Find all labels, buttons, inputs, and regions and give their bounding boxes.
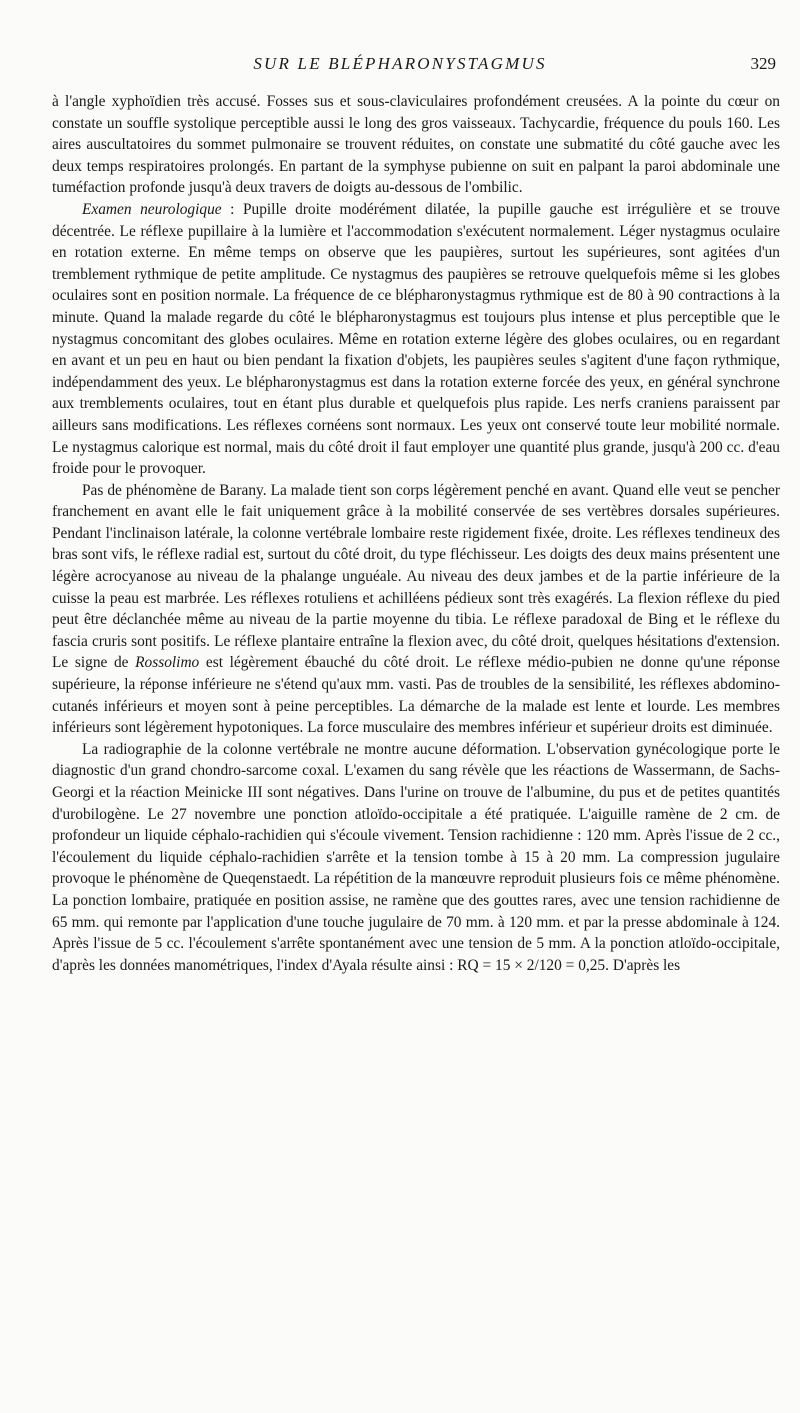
running-title: SUR LE BLÉPHARONYSTAGMUS (253, 54, 547, 73)
page-header (0, 54, 800, 80)
paragraph-3-text: Pas de phénomène de Barany. La malade tient son corps légèrement penché en avant. Quand elle veut se pencher franchement en avant elle le fait uniquement grâce à la mobilité conservée de ses vertèbres dorsales supérieures. Pendant l'inclinaison latérale, la colonne vertébrale lombaire reste rigidement fixée, droite. Les réflexes tendineux des bras sont vifs, le réflexe radial est, surtout du côté droit, du type fléchisseur. Les doigts des deux mains présentent une légère acrocyanose au niveau de la phalange unguéale. Au niveau des deux jambes et de la partie inférieure de la cuisse la peau est marbrée. Les réflexes rotuliens et achilléens pédieux sont très exagérés. La flexion réflexe du pied peut être déclanchée même au niveau de la partie moyenne du tibia. Le réflexe paradoxal de Bing et le réflexe du fascia cruris sont positifs. Le réflexe plantaire entraîne la flexion avec, du côté droit, quelques hésitations d'extension. Le signe de (52, 481, 780, 672)
page-body (52, 91, 780, 976)
paragraph-3-tail: est légèrement ébauché du côté droit. Le réflexe médio-pubien ne donne qu'une réponse supérieure, la réponse inférieure ne s'étend qu'aux mm. vasti. Pas de troubles de la sensibilité, les réflexes abdomino-cutanés inférieurs et moyen sont à peine perceptibles. La démarche de la malade est lente et lourde. Les membres inférieurs sont légèrement hypotoniques. La force musculaire des membres inférieur et supérieur droits est diminuée. (52, 654, 780, 737)
paragraph-1 (52, 91, 780, 199)
section-lead-examen-neurologique: Examen neurologique (82, 200, 222, 218)
paragraph-2-text: : Pupille droite modérément dilatée, la pupille gauche est irrégulière et se trouve décentrée. Le réflexe pupillaire à la lumière et l'accommodation s'exécutent normalement. Léger nystagmus oculaire en rotation externe. En même temps on observe que les paupières, surtout les supérieures, sont agitées d'un tremblement rythmique de petite amplitude. Ce nystagmus des paupières se retrouve quelquefois même si les globes oculaires sont en position normale. La fréquence de ce blépharonystagmus rythmique est de 80 à 90 contractions à la minute. Quand la malade regarde du côté le blépharonystagmus est toujours plus intense et plus perceptible que le nystagmus concomitant des globes oculaires. Même en rotation externe légère des globes oculaires, ou en regardant en avant et un peu en haut ou bien pendant la fixation d'objets, les paupières seules s'agitent d'une façon rythmique, indépendamment des yeux. Le blépharonystagmus est dans la rotation externe forcée des yeux, en général synchrone aux tremblements oculaires, tout en étant plus durable et quelquefois plus rapide. Les nerfs craniens paraissent par ailleurs sans modifications. Les réflexes cornéens sont normaux. Les yeux ont conservé toute leur mobilité normale. Le nystagmus calorique est normal, mais du côté droit il faut employer une quantité plus grande, jusqu'à 200 cc. d'eau froide pour le provoquer. (52, 200, 780, 478)
paragraph-3 (52, 480, 780, 739)
paragraph-4 (52, 739, 780, 977)
paragraph-2 (52, 199, 780, 480)
paragraph-4-text: La radiographie de la colonne vertébrale ne montre aucune déformation. L'observation gynécologique porte le diagnostic d'un grand chondro-sarcome coxal. L'examen du sang révèle que les réactions de Wassermann, de Sachs-Georgi et la réaction Meinicke III sont négatives. Dans l'urine on trouve de l'albumine, du pus et de petites quantités d'urobilogène. Le 27 novembre une ponction atloïdo-occipitale a été pratiquée. L'aiguille ramène de 2 cm. de profondeur un liquide céphalo-rachidien qui s'écoule vivement. Tension rachidienne : 120 mm. Après l'issue de 2 cc., l'écoulement du liquide céphalo-rachidien s'arrête et la tension tombe à 15 à 20 mm. La compression jugulaire provoque le phénomène de Queqenstaedt. La répétition de la manœuvre reproduit plusieurs fois ce même phénomène. La ponction lombaire, pratiquée en position assise, ne ramène que des gouttes rares, avec une tension rachidienne de 65 mm. qui remonte par l'application d'une touche jugulaire de 70 mm. à 120 mm. et par la presse abdominale à 124. Après l'issue de 5 cc. l'écoulement s'arrête spontanément avec une tension de 5 mm. A la ponction atloïdo-occipitale, d'après les données manométriques, l'index d'Ayala résulte ainsi : RQ = 15 × 2/120 = 0,25. D'après les (52, 740, 780, 974)
page-number: 329 (750, 54, 776, 73)
paragraph-1-text: à l'angle xyphoïdien très accusé. Fosses sus et sous-claviculaires profondément creusées. A la pointe du cœur on constate un souffle systolique perceptible aussi le long des gros vaisseaux. Tachycardie, fréquence du pouls 160. Les aires auscultatoires du sommet pulmonaire se trouvent réduites, on constate une submatité du côté gauche avec les deux temps respiratoires prolongés. En partant de la symphyse pubienne on suit en palpant la paroi abdominale une tuméfaction profonde jusqu'à deux travers de doigts au-dessous de l'ombilic. (52, 93, 780, 197)
eponym-rossolimo: Rossolimo (135, 654, 200, 672)
